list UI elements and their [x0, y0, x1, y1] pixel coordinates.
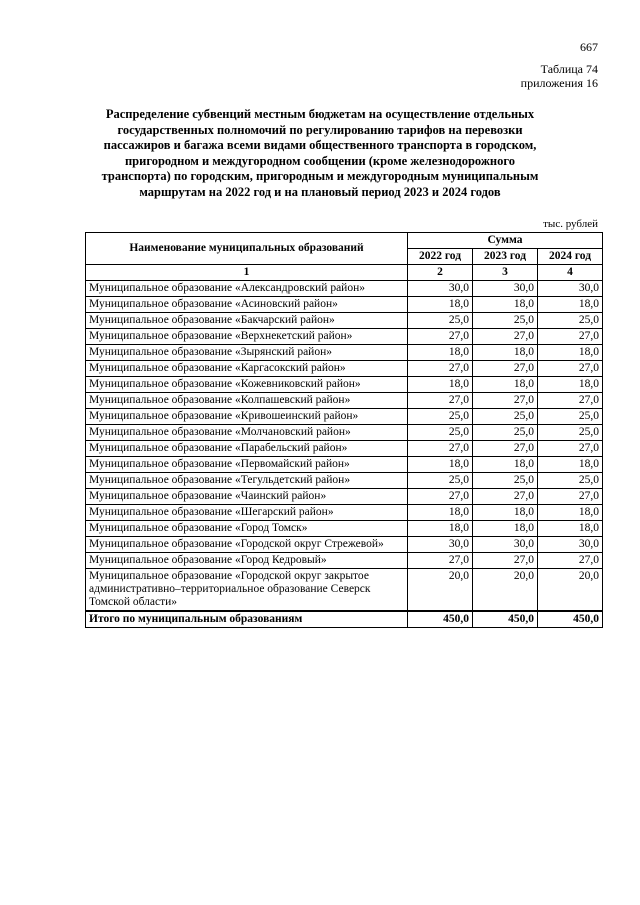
municipality-name: Муниципальное образование «Каргасокский район» — [86, 361, 408, 377]
amount-2022: 25,0 — [408, 409, 473, 425]
table-row — [86, 313, 603, 329]
amount-2023: 18,0 — [473, 457, 538, 473]
table-row — [86, 521, 603, 537]
header-year-2024: 2024 год — [538, 249, 603, 265]
header-year-2023: 2023 год — [473, 249, 538, 265]
table-row — [86, 441, 603, 457]
table-row — [86, 473, 603, 489]
table-row — [86, 361, 603, 377]
table-body — [86, 281, 603, 628]
amount-2023: 25,0 — [473, 313, 538, 329]
amount-2022: 27,0 — [408, 393, 473, 409]
amount-2024: 27,0 — [538, 361, 603, 377]
amount-2023: 30,0 — [473, 281, 538, 297]
column-numbers-row — [86, 265, 603, 281]
header-name: Наименование муниципальных образований — [86, 233, 408, 265]
amount-2023: 450,0 — [473, 611, 538, 628]
document-title: Распределение субвенций местным бюджетам на осуществление отдельных государственных полномочий по регулированию тарифов на перевозки пассажиров и багажа всеми видами общественного транспорта в городском, пригородном и междугородном сообщении (кроме железнодорожного транспорта) по городским, пригородным и междугородным муниципальным маршрутам на 2022 год и на плановый период 2023 и 2024 годов — [101, 107, 539, 199]
amount-2024: 18,0 — [538, 345, 603, 361]
amount-2023: 18,0 — [473, 345, 538, 361]
table-row — [86, 553, 603, 569]
page-number: 667 — [580, 40, 598, 54]
amount-2023: 25,0 — [473, 473, 538, 489]
amount-2023: 30,0 — [473, 537, 538, 553]
amount-2024: 18,0 — [538, 505, 603, 521]
amount-2024: 450,0 — [538, 611, 603, 628]
table-row — [86, 569, 603, 612]
table-ref-line2: приложения 16 — [520, 76, 598, 90]
municipality-name: Муниципальное образование «Асиновский район» — [86, 297, 408, 313]
table-row — [86, 377, 603, 393]
table-row — [86, 345, 603, 361]
amount-2024: 27,0 — [538, 553, 603, 569]
municipality-name: Муниципальное образование «Колпашевский район» — [86, 393, 408, 409]
amount-2023: 27,0 — [473, 489, 538, 505]
amount-2024: 18,0 — [538, 297, 603, 313]
amount-2022: 25,0 — [408, 473, 473, 489]
table-ref-line1: Таблица 74 — [540, 62, 598, 76]
table-row — [86, 505, 603, 521]
amount-2022: 18,0 — [408, 457, 473, 473]
amount-2024: 30,0 — [538, 537, 603, 553]
amount-2023: 18,0 — [473, 297, 538, 313]
municipality-name: Муниципальное образование «Зырянский район» — [86, 345, 408, 361]
municipality-name: Муниципальное образование «Кожевниковский район» — [86, 377, 408, 393]
amount-2023: 27,0 — [473, 393, 538, 409]
amount-2022: 27,0 — [408, 441, 473, 457]
amount-2022: 18,0 — [408, 345, 473, 361]
amount-2024: 18,0 — [538, 521, 603, 537]
amount-2023: 25,0 — [473, 409, 538, 425]
amount-2023: 27,0 — [473, 441, 538, 457]
amount-2024: 27,0 — [538, 441, 603, 457]
amount-2023: 25,0 — [473, 425, 538, 441]
municipality-name: Муниципальное образование «Александровский район» — [86, 281, 408, 297]
units-label: тыс. рублей — [543, 218, 598, 230]
amount-2024: 25,0 — [538, 313, 603, 329]
amount-2024: 18,0 — [538, 457, 603, 473]
amount-2023: 27,0 — [473, 361, 538, 377]
amount-2022: 30,0 — [408, 281, 473, 297]
amount-2024: 30,0 — [538, 281, 603, 297]
amount-2022: 450,0 — [408, 611, 473, 628]
amount-2024: 25,0 — [538, 425, 603, 441]
amount-2022: 18,0 — [408, 521, 473, 537]
table-row — [86, 329, 603, 345]
amount-2024: 20,0 — [538, 569, 603, 612]
amount-2024: 18,0 — [538, 377, 603, 393]
table-row — [86, 457, 603, 473]
amount-2023: 20,0 — [473, 569, 538, 612]
amount-2023: 18,0 — [473, 505, 538, 521]
municipality-name: Муниципальное образование «Шегарский район» — [86, 505, 408, 521]
municipality-name: Итого по муниципальным образованиям — [86, 611, 408, 628]
amount-2022: 25,0 — [408, 313, 473, 329]
col-number-1: 1 — [86, 265, 408, 281]
amount-2022: 27,0 — [408, 361, 473, 377]
municipality-name: Муниципальное образование «Тегульдетский район» — [86, 473, 408, 489]
municipality-name: Муниципальное образование «Первомайский район» — [86, 457, 408, 473]
col-number-2: 2 — [408, 265, 473, 281]
amount-2022: 30,0 — [408, 537, 473, 553]
municipality-name: Муниципальное образование «Бакчарский район» — [86, 313, 408, 329]
municipality-name: Муниципальное образование «Верхнекетский район» — [86, 329, 408, 345]
header-sum: Сумма — [408, 233, 603, 249]
amount-2022: 27,0 — [408, 489, 473, 505]
amount-2023: 18,0 — [473, 377, 538, 393]
table-row — [86, 393, 603, 409]
municipality-name: Муниципальное образование «Город Кедровый» — [86, 553, 408, 569]
subvention-table — [85, 232, 603, 628]
amount-2022: 18,0 — [408, 297, 473, 313]
amount-2022: 27,0 — [408, 553, 473, 569]
amount-2022: 18,0 — [408, 505, 473, 521]
municipality-name: Муниципальное образование «Молчановский район» — [86, 425, 408, 441]
amount-2024: 27,0 — [538, 489, 603, 505]
amount-2023: 18,0 — [473, 521, 538, 537]
amount-2022: 18,0 — [408, 377, 473, 393]
municipality-name: Муниципальное образование «Парабельский район» — [86, 441, 408, 457]
municipality-name: Муниципальное образование «Кривошеинский район» — [86, 409, 408, 425]
amount-2023: 27,0 — [473, 329, 538, 345]
table-row — [86, 537, 603, 553]
table-row — [86, 425, 603, 441]
table-row — [86, 489, 603, 505]
municipality-name: Муниципальное образование «Городской округ закрытое административно–территориальное образование Северск Томской области» — [86, 569, 408, 612]
municipality-name: Муниципальное образование «Чаинский район» — [86, 489, 408, 505]
municipality-name: Муниципальное образование «Город Томск» — [86, 521, 408, 537]
table-row — [86, 297, 603, 313]
table-row — [86, 281, 603, 297]
total-row — [86, 611, 603, 628]
amount-2022: 20,0 — [408, 569, 473, 612]
amount-2023: 27,0 — [473, 553, 538, 569]
amount-2024: 27,0 — [538, 393, 603, 409]
amount-2024: 27,0 — [538, 329, 603, 345]
table-row — [86, 409, 603, 425]
amount-2022: 27,0 — [408, 329, 473, 345]
amount-2022: 25,0 — [408, 425, 473, 441]
amount-2024: 25,0 — [538, 473, 603, 489]
municipality-name: Муниципальное образование «Городской округ Стрежевой» — [86, 537, 408, 553]
col-number-3: 3 — [473, 265, 538, 281]
col-number-4: 4 — [538, 265, 603, 281]
amount-2024: 25,0 — [538, 409, 603, 425]
header-row — [86, 233, 603, 249]
table-reference — [521, 62, 598, 90]
header-year-2022: 2022 год — [408, 249, 473, 265]
